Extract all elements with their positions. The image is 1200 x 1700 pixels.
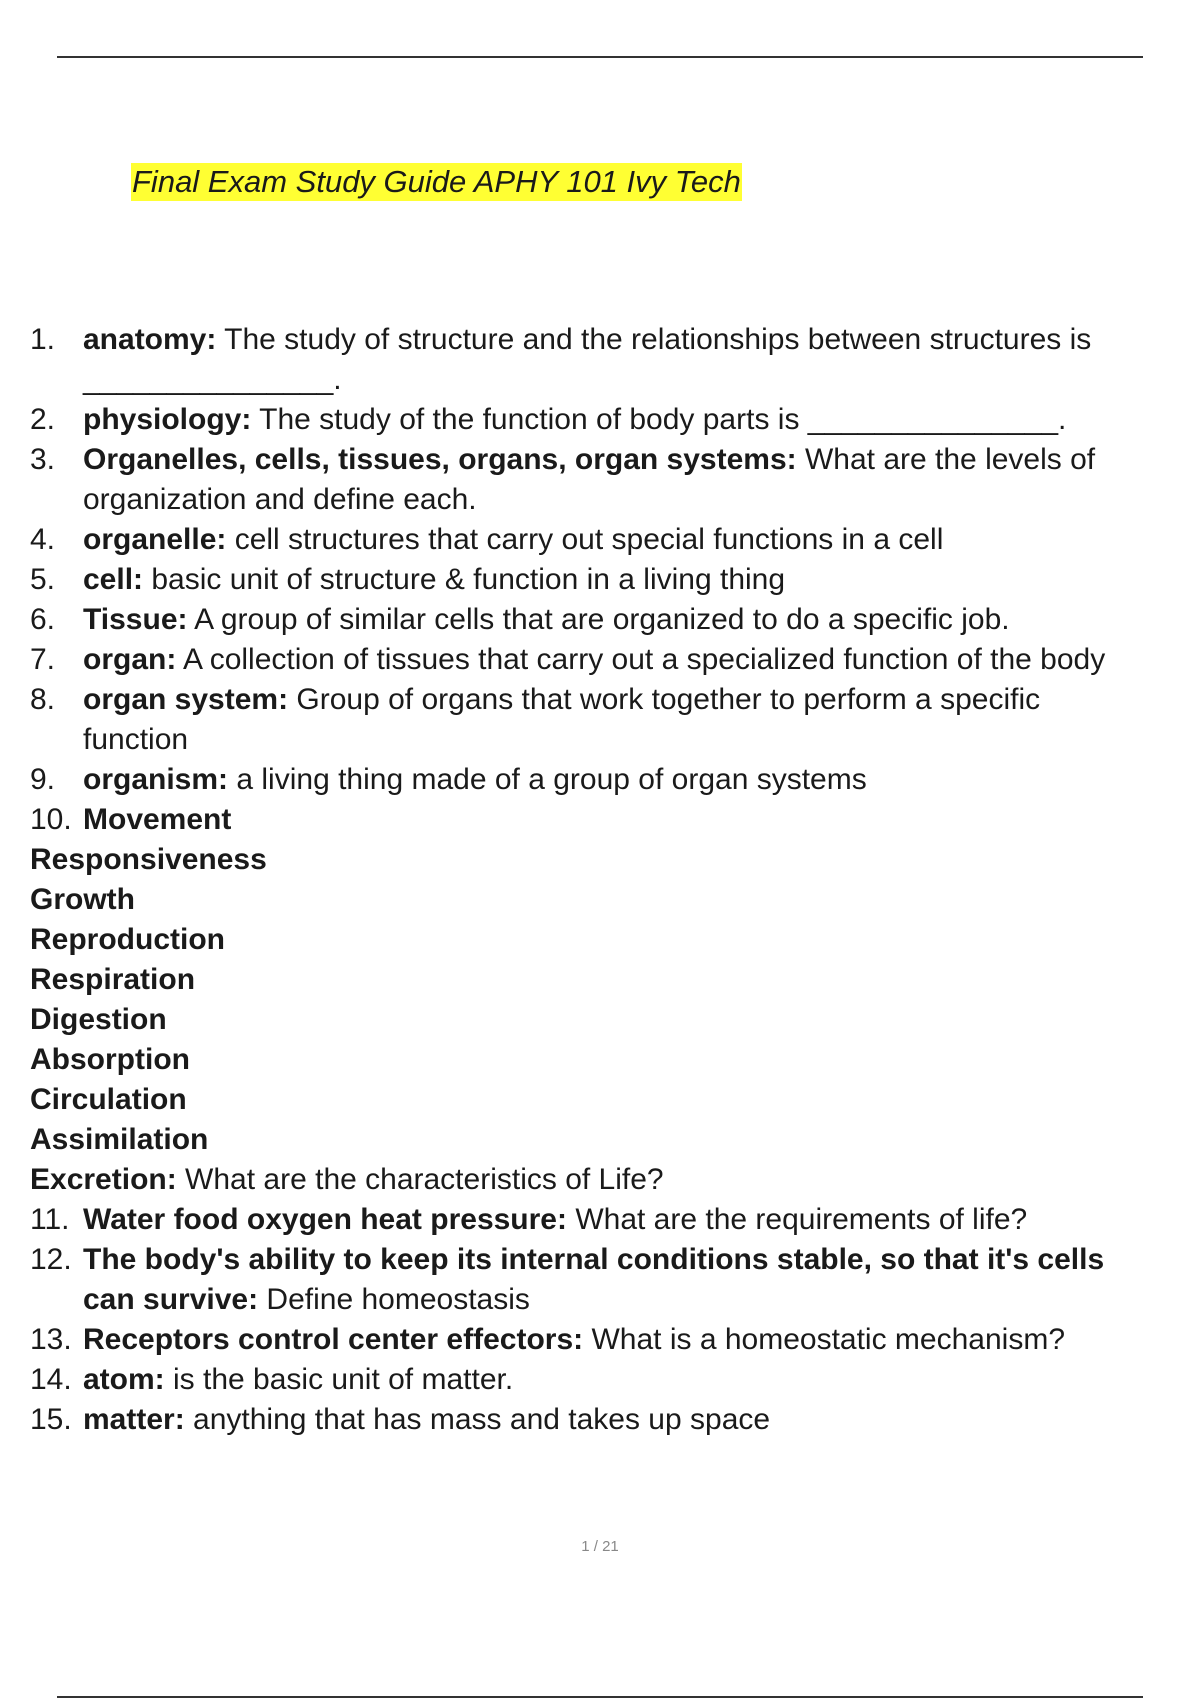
life-characteristic: Digestion bbox=[30, 1003, 167, 1036]
item-term: Organelles, cells, tissues, organs, organ systems: bbox=[83, 443, 797, 476]
list-item bbox=[30, 680, 1190, 720]
item-text: a living thing made of a group of organ systems bbox=[228, 763, 867, 796]
item-term: Movement bbox=[83, 803, 232, 836]
list-item bbox=[30, 1400, 1190, 1440]
page-indicator: 1 / 21 bbox=[581, 1538, 619, 1555]
life-characteristic: Respiration bbox=[30, 963, 196, 996]
item-number: 13. bbox=[30, 1323, 72, 1356]
list-item bbox=[30, 320, 1190, 360]
item-term: organism: bbox=[83, 763, 229, 796]
list-item bbox=[30, 400, 1190, 440]
item-text: The study of structure and the relationships between structures is bbox=[216, 323, 1092, 356]
item-number: 7. bbox=[30, 643, 56, 676]
item-number: 14. bbox=[30, 1363, 72, 1396]
item-term: Excretion: bbox=[30, 1163, 177, 1196]
life-characteristic: Assimilation bbox=[30, 1123, 209, 1156]
item-continuation: function bbox=[83, 723, 189, 756]
list-item bbox=[30, 600, 1190, 640]
item-text: What are the requirements of life? bbox=[566, 1203, 1028, 1236]
item-term: cell: bbox=[83, 563, 144, 596]
life-characteristic: Absorption bbox=[30, 1043, 190, 1076]
item-continuation: organization and define each. bbox=[83, 483, 477, 516]
list-item bbox=[30, 1240, 1190, 1280]
item-number: 1. bbox=[30, 323, 56, 356]
item-term: physiology: bbox=[83, 403, 252, 436]
item-number: 9. bbox=[30, 763, 56, 796]
item-text: Group of organs that work together to perform a specific bbox=[288, 683, 1041, 716]
item-text: What are the characteristics of Life? bbox=[176, 1163, 664, 1196]
item-text: A group of similar cells that are organized to do a specific job. bbox=[187, 603, 1010, 636]
document-title: Final Exam Study Guide APHY 101 Ivy Tech bbox=[132, 164, 741, 199]
list-item bbox=[30, 640, 1190, 680]
list-item bbox=[30, 760, 1190, 800]
item-term: organ system: bbox=[83, 683, 289, 716]
item-term: Receptors control center effectors: bbox=[83, 1323, 584, 1356]
list-item bbox=[30, 440, 1190, 480]
item-term: atom: bbox=[83, 1363, 165, 1396]
life-characteristic: Circulation bbox=[30, 1083, 187, 1116]
item-text: anything that has mass and takes up space bbox=[184, 1403, 771, 1436]
item-text: Define homeostasis bbox=[258, 1283, 530, 1316]
item-text: What is a homeostatic mechanism? bbox=[583, 1323, 1066, 1356]
list-item bbox=[30, 1200, 1190, 1240]
item-term: Tissue: bbox=[83, 603, 188, 636]
item-term: Water food oxygen heat pressure: bbox=[83, 1203, 567, 1236]
item-number: 2. bbox=[30, 403, 56, 436]
excretion-line bbox=[30, 1160, 1190, 1200]
item-number: 6. bbox=[30, 603, 56, 636]
list-item bbox=[30, 520, 1190, 560]
item-term: matter: bbox=[83, 1403, 185, 1436]
item-number: 4. bbox=[30, 523, 56, 556]
item-number: 5. bbox=[30, 563, 56, 596]
top-rule bbox=[57, 56, 1143, 58]
item-number: 15. bbox=[30, 1403, 72, 1436]
life-characteristic: Responsiveness bbox=[30, 843, 267, 876]
item-number: 12. bbox=[30, 1243, 72, 1276]
item-term: can survive: bbox=[83, 1283, 259, 1316]
item-term: The body's ability to keep its internal conditions stable, so that it's cells bbox=[83, 1243, 1105, 1276]
item-continuation: _______________. bbox=[83, 363, 342, 396]
item-number: 3. bbox=[30, 443, 56, 476]
item-text: cell structures that carry out special functions in a cell bbox=[226, 523, 944, 556]
list-item bbox=[30, 1320, 1190, 1360]
item-text: What are the levels of bbox=[796, 443, 1096, 476]
item-term: organelle: bbox=[83, 523, 227, 556]
item-text: basic unit of structure & function in a living thing bbox=[143, 563, 786, 596]
item-text: is the basic unit of matter. bbox=[164, 1363, 514, 1396]
item-continuation bbox=[30, 1280, 1190, 1320]
item-number: 8. bbox=[30, 683, 56, 716]
item-term: organ: bbox=[83, 643, 177, 676]
item-text: The study of the function of body parts is _______________. bbox=[251, 403, 1067, 436]
study-guide-list bbox=[30, 320, 1190, 1440]
item-text: A collection of tissues that carry out a specialized function of the body bbox=[176, 643, 1106, 676]
life-characteristic: Reproduction bbox=[30, 923, 225, 956]
list-item bbox=[30, 1360, 1190, 1400]
bottom-rule bbox=[57, 1696, 1143, 1698]
list-item bbox=[30, 800, 1190, 840]
item-number: 11. bbox=[30, 1203, 70, 1236]
item-number: 10. bbox=[30, 803, 72, 836]
list-item bbox=[30, 560, 1190, 600]
life-characteristic: Growth bbox=[30, 883, 135, 916]
item-term: anatomy: bbox=[83, 323, 217, 356]
